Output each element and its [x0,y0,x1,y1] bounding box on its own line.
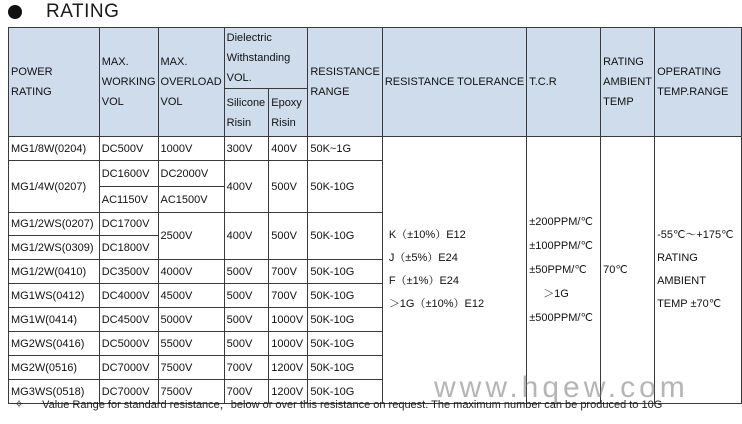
footnote [14,396,662,412]
epoxy-cell: 500V [269,213,308,260]
power-cell: MG1/2WS(0207) [9,213,100,236]
tcr-line: ±200PPM/℃ [529,216,593,228]
range-cell: 50K-10G [308,356,382,380]
section-heading [6,0,119,24]
tcr-line: ±500PPM/℃ [529,312,593,324]
working-vol-cell: DC1600V [99,161,158,187]
header-resistance-range: RESISTANCE RANGE [308,28,382,137]
header-tcr: T.C.R [527,28,601,137]
silicone-cell: 700V [224,380,269,404]
header-max-overload-vol: MAX. OVERLOAD VOL [158,28,224,137]
header-operating-temp-range: OPERATING TEMP.RANGE [655,28,742,137]
footnote-text: Value Range for standard resistance，below or over this resistance on request. The maximum number can be produced to 10G [42,399,663,411]
tolerance-cell [382,137,526,404]
tcr-line: ±100PPM/℃ [529,240,593,252]
working-vol-cell: DC5000V [99,332,158,356]
tcr-line: ±50PPM/℃ [529,264,587,276]
overload-vol-cell: 4000V [158,260,224,284]
epoxy-cell: 400V [269,137,308,161]
epoxy-cell: 1000V [269,308,308,332]
power-cell: MG1WS(0412) [9,284,100,308]
power-cell: MG1/8W(0204) [9,137,100,161]
header-max-working-vol: MAX. WORKING VOL [99,28,158,137]
power-cell: MG2W(0516) [9,356,100,380]
operating-line: -55℃～+175℃ [657,229,734,241]
tolerance-line: ＞1G（±10%）E12 [388,298,485,310]
epoxy-cell: 700V [269,284,308,308]
silicone-cell: 400V [224,161,269,213]
silicone-cell: 300V [224,137,269,161]
power-cell: MG1/4W(0207) [9,161,100,213]
range-cell: 50K-10G [308,161,382,213]
operating-line: RATING [657,252,698,264]
header-dielectric: Dielectric Withstanding VOL. [224,28,308,89]
overload-vol-cell: 7500V [158,380,224,404]
epoxy-cell: 700V [269,260,308,284]
header-silicone-risin: Silicone Risin [224,89,269,137]
range-cell: 50K-10G [308,380,382,404]
silicone-cell: 500V [224,308,269,332]
header-power-rating: POWER RATING [9,28,100,137]
operating-line: TEMP ±70℃ [657,298,722,310]
overload-vol-cell: 1000V [158,137,224,161]
tcr-cell [527,137,601,404]
working-vol-cell: DC500V [99,137,158,161]
epoxy-cell: 500V [269,161,308,213]
silicone-cell: 500V [224,260,269,284]
overload-vol-cell: 2500V [158,213,224,260]
epoxy-cell: 1200V [269,380,308,404]
range-cell: 50K~1G [308,137,382,161]
overload-vol-cell: 5500V [158,332,224,356]
working-vol-cell: DC1700V [99,213,158,236]
tcr-line: ＞1G [543,288,569,300]
working-vol-cell: DC4000V [99,284,158,308]
working-vol-cell: DC4500V [99,308,158,332]
operating-temp-cell [655,137,742,404]
working-vol-cell: DC1800V [99,236,158,260]
epoxy-cell: 1200V [269,356,308,380]
power-cell: MG3WS(0518) [9,380,100,404]
range-cell: 50K-10G [308,332,382,356]
watermark: www.hqew.com [434,371,689,404]
working-vol-cell: AC1150V [99,187,158,213]
operating-line: AMBIENT [657,275,706,287]
range-cell: 50K-10G [308,308,382,332]
ambient-temp-cell: 70℃ [601,137,655,404]
overload-vol-cell: AC1500V [158,187,224,213]
bullet-icon [8,5,22,19]
overload-vol-cell: 5000V [158,308,224,332]
tolerance-line: F（±1%）E24 [388,275,460,287]
working-vol-cell: DC7000V [99,356,158,380]
power-cell: MG1W(0414) [9,308,100,332]
epoxy-cell: 1000V [269,332,308,356]
diamond-bullet-icon: ✧ [14,397,25,411]
header-resistance-tolerance: RESISTANCE TOLERANCE [382,28,526,137]
table-row [9,137,742,161]
power-cell: MG1/2WS(0309) [9,236,100,260]
silicone-cell: 500V [224,284,269,308]
header-rating-ambient-temp: RATING AMBIENT TEMP [601,28,655,137]
header-epoxy-risin: Epoxy Risin [269,89,308,137]
tolerance-line: J（±5%）E24 [388,252,458,264]
rating-table [8,27,742,404]
overload-vol-cell: 4500V [158,284,224,308]
silicone-cell: 700V [224,356,269,380]
overload-vol-cell: DC2000V [158,161,224,187]
working-vol-cell: DC3500V [99,260,158,284]
range-cell: 50K-10G [308,284,382,308]
silicone-cell: 500V [224,332,269,356]
power-cell: MG1/2W(0410) [9,260,100,284]
working-vol-cell: DC7000V [99,380,158,404]
range-cell: 50K-10G [308,213,382,260]
page-title: RATING [46,1,120,22]
range-cell: 50K-10G [308,260,382,284]
overload-vol-cell: 7500V [158,356,224,380]
tolerance-line: K（±10%）E12 [388,229,466,241]
silicone-cell: 400V [224,213,269,260]
power-cell: MG2WS(0416) [9,332,100,356]
